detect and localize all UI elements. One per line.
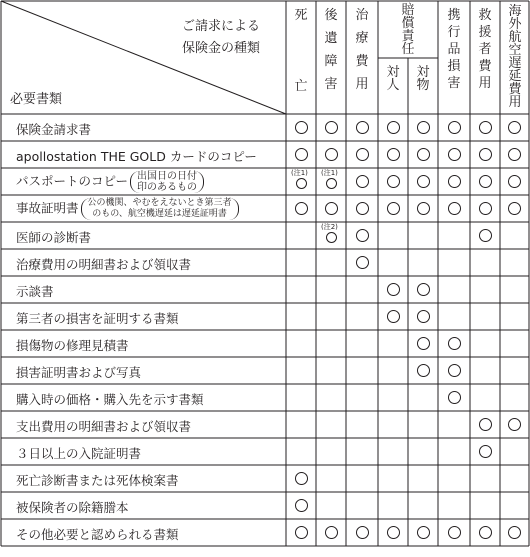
row-label [16,198,239,220]
applicable-mark-icon [387,148,400,161]
paren-note-line: 公の機関、やむをえないとき第三者 [87,198,232,208]
row-label [16,417,191,435]
applicable-mark-icon [448,337,461,350]
row-label-text: パスポートのコピー [16,173,129,189]
row-label [16,171,204,193]
row-label-text: 被保険者の除籍謄本 [16,500,129,515]
applicable-mark-icon [356,175,369,188]
applicable-mark-icon [295,526,308,539]
row-label-text: 保険金請求書 [16,122,92,137]
applicable-mark-icon [508,121,521,134]
applicable-mark-icon [479,148,492,161]
applicable-mark-icon [295,121,308,134]
row-label [16,120,91,138]
corner-header-top-line1: ご請求による [182,19,261,34]
applicable-mark-icon [417,337,430,350]
applicable-mark-icon [417,283,430,296]
paren-note-line: 印のあるもの [137,182,198,193]
applicable-mark-icon [326,178,337,189]
row-label-text: ３日以上の入院証明書 [16,446,142,461]
applicable-mark-icon [479,175,492,188]
row-label [16,525,179,543]
applicable-mark-icon [479,526,492,539]
applicable-mark-icon [326,232,337,243]
applicable-mark-icon [387,283,400,296]
applicable-mark-icon [448,391,461,404]
applicable-mark-icon [325,202,338,215]
row-label-text: 示談書 [16,284,54,299]
column-header-belongings: 携 行 品 損 害 [447,8,461,91]
row-label-text: その他必要と認められる書類 [16,527,179,542]
applicable-mark-icon [479,202,492,215]
applicable-mark-icon [387,175,400,188]
row-label [16,147,257,165]
mark-footnote: (注1) [321,169,338,177]
applicable-mark-icon [387,121,400,134]
applicable-mark-icon [325,121,338,134]
applicable-mark-icon [325,526,338,539]
applicable-mark-icon [508,418,521,431]
applicable-mark-icon [356,202,369,215]
applicable-mark-icon [417,526,430,539]
applicable-mark-icon [417,148,430,161]
row-label [16,363,141,381]
row-label [16,390,204,408]
applicable-mark-icon [479,445,492,458]
applicable-mark-icon [387,202,400,215]
row-label-text: 治療費用の明細書および領収書 [16,257,192,272]
row-label-text: 支出費用の明細書および領収書 [16,419,192,434]
applicable-mark-icon [448,364,461,377]
row-label-text: 第三者の損害を証明する書類 [16,311,179,326]
applicable-mark-icon [508,202,521,215]
applicable-mark-icon [356,526,369,539]
paren-note-line: 出国日の日付 [137,171,198,182]
applicable-mark-icon [387,526,400,539]
applicable-mark-icon [508,148,521,161]
row-label-paren-note [81,198,239,220]
column-header-death: 死 亡 [294,8,308,94]
applicable-mark-icon [356,256,369,269]
mark-footnote: (注1) [291,169,308,177]
applicable-mark-icon [448,526,461,539]
row-label-text: 死亡診断書または死体検案書 [16,473,179,488]
applicable-mark-icon [417,121,430,134]
row-label [16,498,129,516]
column-header-rescue: 救 援 者 費 用 [478,8,492,91]
applicable-mark-icon [356,121,369,134]
row-label-paren-note [130,171,204,193]
corner-header-top-line2: 保険金の種類 [182,41,261,56]
applicable-mark-icon [448,202,461,215]
paren-note-line: のもの、航空機遅延は遅延証明書 [92,209,227,219]
column-header-medical: 治 療 費 用 [355,8,369,92]
applicable-mark-icon [325,148,338,161]
applicable-mark-icon [295,202,308,215]
applicable-mark-icon [295,148,308,161]
applicable-mark-icon [508,526,521,539]
column-header-liability-person: 対 人 [386,65,400,93]
applicable-mark-icon [417,202,430,215]
row-label [16,255,191,273]
applicable-mark-icon [479,121,492,134]
row-label-text: 事故証明書 [16,200,79,216]
row-label-text: 損害証明書および写真 [16,365,142,380]
row-label [16,471,179,489]
applicable-mark-icon [448,121,461,134]
column-header-liability-property: 対 物 [416,65,430,93]
row-label-text: 損傷物の修理見積書 [16,338,129,353]
corner-header-bottom: 必要書類 [10,92,63,107]
applicable-mark-icon [448,175,461,188]
row-label-text: 医師の診断書 [16,230,92,245]
column-header-liability: 賠 償 責 任 [401,3,415,57]
row-label [16,282,54,300]
row-label [16,444,141,462]
applicable-mark-icon [356,229,369,242]
row-label-text: 購入時の価格・購入先を示す書類 [16,392,204,407]
applicable-mark-icon [295,499,308,512]
mark-footnote: (注2) [321,223,338,231]
applicable-mark-icon [356,148,369,161]
row-label-text: apollostation THE GOLD カードのコピー [16,149,257,164]
row-label [16,228,91,246]
applicable-mark-icon [296,178,307,189]
applicable-mark-icon [295,472,308,485]
applicable-mark-icon [417,364,430,377]
applicable-mark-icon [448,148,461,161]
applicable-mark-icon [417,310,430,323]
column-header-flight-delay: 海 外 航 空 遅 延 費 用 [508,4,522,110]
applicable-mark-icon [508,175,521,188]
row-label [16,336,129,354]
applicable-mark-icon [479,229,492,242]
applicable-mark-icon [479,418,492,431]
column-header-disability: 後 遺 障 害 [324,8,338,92]
row-label [16,309,179,327]
applicable-mark-icon [417,175,430,188]
applicable-mark-icon [387,310,400,323]
